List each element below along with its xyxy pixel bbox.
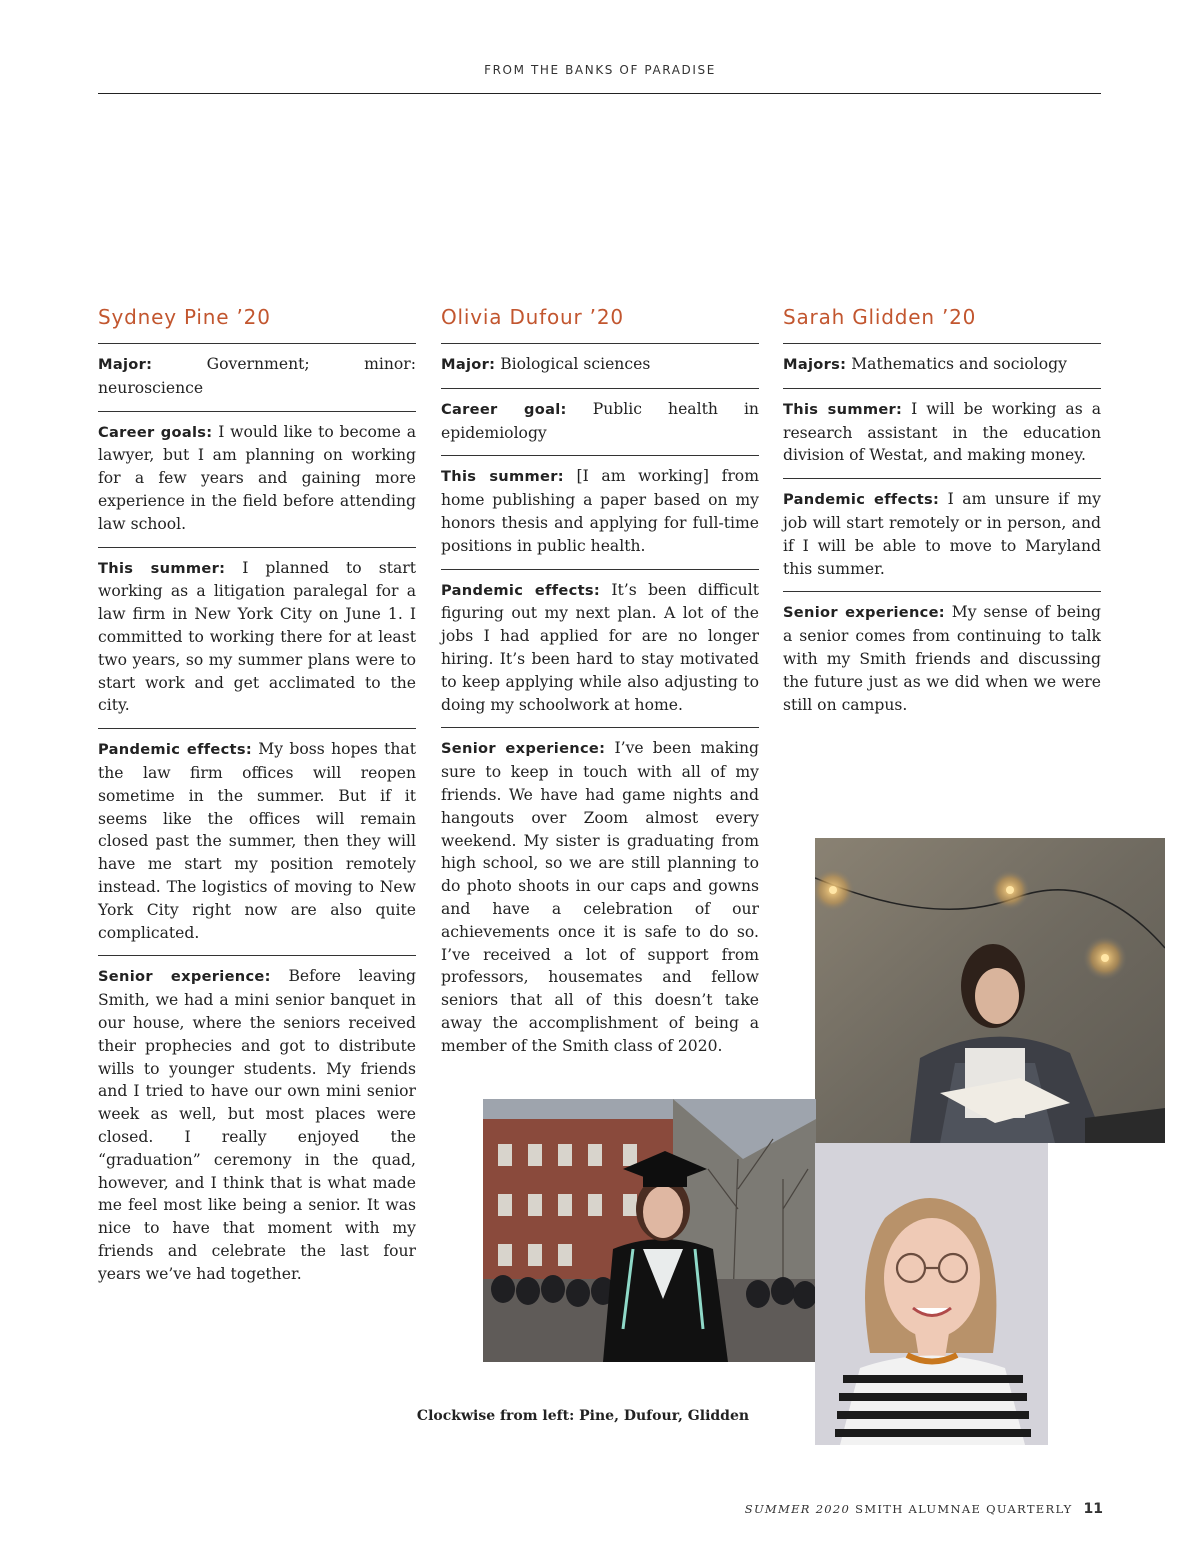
profile-entry — [441, 344, 759, 389]
footer-season: SUMMER 2020 — [744, 1502, 851, 1516]
profile-entry — [98, 344, 416, 412]
profile-entry — [441, 456, 759, 569]
profile-column-pine — [98, 303, 416, 1296]
entry-label: Pandemic effects: — [783, 491, 940, 509]
profile-entry — [783, 479, 1101, 592]
profile-column-glidden — [783, 303, 1101, 727]
entry-text: Biological sciences — [500, 355, 651, 373]
entry-label: Career goal: — [441, 400, 567, 418]
entry-label: Career goals: — [98, 423, 213, 441]
entry-text: I would like to become a lawyer, but I am planning on working for a few years and gaining more experience in the field before attending law school. — [98, 422, 416, 533]
photo-glidden-reading — [815, 838, 1165, 1143]
profile-entry — [783, 389, 1101, 479]
profile-entry — [98, 729, 416, 956]
entry-text: [I am working] from home publishing a paper based on my honors thesis and applying for full-time positions in public health. — [441, 467, 759, 555]
profile-entry — [98, 956, 416, 1296]
profile-name: Sarah Glidden ’20 — [783, 303, 1101, 344]
entry-label: Senior experience: — [783, 604, 945, 622]
profile-name: Sydney Pine ’20 — [98, 303, 416, 344]
entry-label: Pandemic effects: — [441, 581, 600, 599]
profile-column-dufour — [441, 303, 759, 1069]
entry-text: My sense of being a senior comes from continuing to talk with my Smith friends and discussing the future just as we did when we were still on campus. — [783, 603, 1101, 714]
entry-label: Senior experience: — [98, 968, 271, 986]
entry-label: This summer: — [98, 559, 226, 577]
profile-entry — [441, 389, 759, 457]
entry-label: Major: — [441, 356, 496, 373]
entry-text: Public health in epidemiology — [441, 399, 759, 442]
profile-entry — [441, 728, 759, 1068]
entry-text: Mathematics and sociology — [851, 355, 1067, 373]
entry-text: I am unsure if my job will start remotely or in person, and if I will be able to move to Maryland this summer. — [783, 490, 1101, 578]
entry-text: Government; minor: neuroscience — [98, 355, 416, 397]
entry-text: I will be working as a research assistant in the education division of Westat, and making money. — [783, 399, 1101, 465]
entry-label: This summer: — [441, 468, 564, 486]
photo-portrait-glasses — [815, 1143, 1048, 1445]
photo-dufour-graduation — [483, 1099, 816, 1362]
entry-label: Major: — [98, 356, 153, 373]
profile-entry — [783, 344, 1101, 389]
profile-entry — [98, 548, 416, 730]
page-footer — [745, 1501, 1103, 1517]
photo-caption: Clockwise from left: Pine, Dufour, Glidden — [416, 1408, 750, 1424]
page-number: 11 — [1083, 1501, 1103, 1517]
photo-dufour-image — [483, 1099, 816, 1362]
profile-entry — [98, 412, 416, 548]
entry-text: Before leaving Smith, we had a mini senior banquet in our house, where the seniors received their prophecies and got to distribute wills to younger students. My friends and I tried to have our own mini senior week as well, but most places were closed. I really enjoyed the “graduation” ceremony in the quad, however, and I think that is what made me feel most like being a senior. It was nice to have that moment with my friends and celebrate the last four years we’ve had together. — [98, 967, 416, 1283]
footer-publication: SMITH ALUMNAE QUARTERLY — [855, 1502, 1073, 1516]
photo-glidden-image — [815, 838, 1165, 1143]
profile-name: Olivia Dufour ’20 — [441, 303, 759, 344]
entry-text: I’ve been making sure to keep in touch with all of my friends. We have had game nights and hangouts over Zoom almost every weekend. My sister is graduating from high school, so we are still planning to do photo shoots in our caps and gowns and have a celebration of our achievements once it is safe to do so. I’ve received a lot of support from professors, housemates and fellow seniors that all of this doesn’t take away the accomplishment of being a member of the Smith class of 2020. — [441, 739, 759, 1055]
entry-text: My boss hopes that the law firm offices will reopen sometime in the summer. But if it seems like the offices will remain closed past the summer, then they will have me start my position remotely instead. The logistics of moving to New York City right now are also quite complicated. — [98, 740, 416, 942]
photo-portrait-image — [815, 1143, 1048, 1445]
entry-label: Senior experience: — [441, 740, 606, 758]
running-head: FROM THE BANKS OF PARADISE — [484, 63, 716, 77]
header-rule — [98, 93, 1101, 94]
entry-label: Majors: — [783, 356, 847, 373]
profile-entry — [441, 570, 759, 729]
entry-text: I planned to start working as a litigation paralegal for a law firm in New York City on June 1. I committed to working there for at least two years, so my summer plans were to start work and get acclimated to the city. — [98, 558, 416, 715]
profile-entry — [783, 592, 1101, 727]
entry-label: Pandemic effects: — [98, 741, 252, 759]
entry-text: It’s been difficult figuring out my next plan. A lot of the jobs I had applied for are no longer hiring. It’s been hard to stay motivated to keep applying while also adjusting to doing my schoolwork at home. — [441, 580, 759, 714]
entry-label: This summer: — [783, 400, 903, 418]
